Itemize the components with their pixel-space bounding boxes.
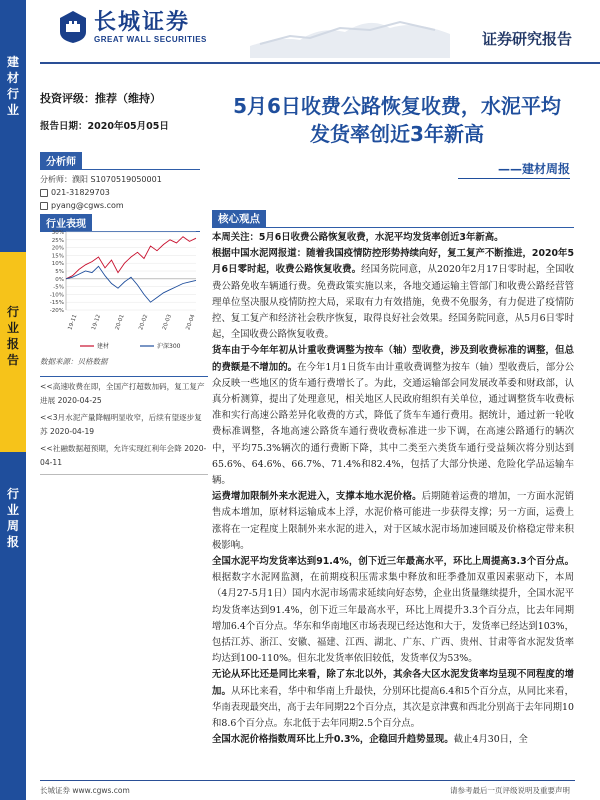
footer-disclaimer: 请参考最后一页评级说明及重要声明 [450, 786, 570, 795]
report-subtitle: ——建材周报 [497, 162, 570, 176]
core-view-label: 核心观点 [212, 210, 266, 227]
report-date: 报告日期：2020年05月05日 [40, 121, 169, 132]
y-tick-label: 10% [51, 261, 64, 268]
related-report-item[interactable]: <<3月水泥产量降幅明显收窄，后续有望逐步复苏 2020-04-19 [40, 413, 202, 436]
sidebar-band-top [0, 0, 26, 252]
header-divider [40, 62, 600, 64]
investment-rating: 投资评级：推荐（维持） [40, 92, 161, 105]
legend-label: 沪深300 [157, 343, 181, 350]
report-type-label: 证券研究报告 [481, 30, 572, 48]
analyst-phone: 021-31829703 [51, 188, 110, 197]
logo-english-name: GREAT WALL SECURITIES [94, 34, 207, 44]
sidebar-industry-label: 建材行业 [6, 55, 19, 117]
report-title-line-2: 发货率创近3年新高 [310, 122, 484, 146]
paragraph-text: 截止4月30日，全 [453, 734, 528, 746]
company-logo [58, 10, 207, 44]
paragraph-lead: 根据中国水泥网报道：随着我国疫情防控形势持续向好，复工复产不断推进，2020年5月6日零时起，收费公路恢复收费。 [212, 248, 574, 276]
phone-icon [40, 189, 48, 197]
paragraph-text: 根据数字水泥网监测，在前期疫积压需求集中释放和旺季叠加双重因素驱动下，本周（4月27-5月1日）国内水泥市场需求延续向好态势，企业出货量继续提升，全国水泥平均发货率达到91.4%，创下近三年最高水平，环比上周提升3.3个百分点，比去年同期增加6.4个百分点。华东和华南地区市场表现已经达饱和大于，发货率已经达到103%，包括江苏、浙江、安徽、福建、江西、湖北、广东、广西、贵州、甘肃等省水泥发货率均达到100-110%。但东北发货率依旧较低，发货率仅为53%。 [212, 572, 574, 665]
x-tick-label: 19-11 [67, 313, 79, 331]
y-tick-label: 30% [51, 230, 64, 236]
x-tick-label: 20-04 [185, 313, 197, 331]
performance-line-chart [40, 228, 200, 356]
series-line-building-materials [66, 237, 196, 279]
series-line-csi300 [66, 266, 196, 302]
analyst-block [40, 150, 200, 212]
paragraph [212, 554, 574, 667]
industry-performance-chart [40, 212, 200, 360]
paragraph [212, 667, 574, 732]
legend-label: 建材 [97, 343, 110, 350]
x-tick-label: 19-12 [90, 313, 103, 331]
related-divider-bottom [40, 474, 208, 475]
paragraph-text: 经国务院同意，从2020年2月17日零时起，全国收费公路免收车辆通行费。免费政策实施以来，各地交通运输主管部门和收费公路经营管理单位坚决服从疫情防控大局，采取有力有效措施，免费不免服务，有力促进了疫情防控、复工复产和经济社会秩序恢复，取得良好社会效果。经国务院同意，从5月6日零时起，全国收费公路恢复收费。 [212, 264, 574, 341]
footer-website[interactable]: 长城证券 www.cgws.com [40, 786, 130, 795]
paragraph [212, 343, 574, 489]
report-title-line-1: 5月6日收费公路恢复收费，水泥平均 [233, 94, 561, 118]
x-tick-label: 20-01 [114, 313, 126, 331]
paragraph [212, 230, 574, 246]
x-tick-label: 20-03 [161, 313, 173, 331]
paragraph-lead: 全国水泥价格指数周环比上升0.3%，企稳回升趋势显现。 [212, 734, 454, 746]
paragraph-text: 从环比来看，华中和华南上升最快，分别环比提高6.4和5个百分点，从同比来看，华南表现最突出，高于去年同期22个百分点，其次是京津冀和西北分别高于去年同期10和8.6个百分点。东北低于去年同期2.5个百分点。 [212, 685, 574, 730]
core-view-body [212, 230, 574, 749]
subtitle-underline [458, 178, 570, 179]
email-icon [40, 202, 48, 210]
analyst-email: pyang@cgws.com [51, 201, 124, 210]
paragraph-text: 后期随着运费的增加，一方面水泥销售成本增加，原材料运输成本上浮，水泥价格可能进一步获得支撑；另一方面，运费上涨将在一定程度上限制外来水泥的进入，对于区域水泥市场加速回暖及价格稳定带来积极影响。 [212, 491, 574, 551]
core-view-divider [212, 227, 574, 228]
y-tick-label: -20% [49, 308, 64, 314]
paragraph-lead: 全国水泥平均发货率达到91.4%，创下近三年最高水平，环比上周提高3.3个百分点。 [212, 556, 574, 568]
y-tick-label: -5% [53, 284, 64, 291]
analyst-divider [40, 169, 200, 170]
paragraph-lead: 货车由于今年年初从计重收费调整为按车（轴）型收费，涉及到收费标准的调整，但总的费额是不增加的。 [212, 345, 574, 373]
chart-source: 数据来源：贝格数据 [40, 357, 108, 366]
paragraph [212, 246, 574, 343]
y-tick-label: 20% [51, 245, 64, 252]
report-title [212, 92, 582, 148]
y-tick-label: 0% [55, 276, 64, 283]
related-reports [40, 376, 208, 475]
paragraph-lead: 运费增加限制外来水泥进入，支撑本地水泥价格。 [212, 491, 422, 503]
y-tick-label: 5% [55, 269, 64, 275]
y-tick-label: -10% [49, 292, 64, 299]
footer-divider [40, 780, 575, 781]
logo-chinese-name: 长城证券 [94, 9, 191, 35]
sidebar-report-label: 行业报告 [6, 305, 19, 367]
paragraph-lead: 无论从环比还是同比来看，除了东北以外，其余各大区水泥发货率均呈现不同程度的增加。 [212, 669, 574, 697]
paragraph [212, 732, 574, 748]
paragraph [212, 489, 574, 554]
paragraph-text: 在今年1月1日货车由计重收费调整为按车（轴）型收费后，部分公众反映一些地区的货车通行费增长了。为此，交通运输部会同发展改革委和财政部，认真分析测算，提出了处理意见，相关地区人民政府组织有关单位，通过调整货车收费标准和实行高速公路差异化收费的方式，降低了货车车通行费用。据统计，通过新一轮收费标准调整，各地高速公路货车通行费收费标准进一步下调，在高速公路通行的辆次中，平均75.3%辆次的通行费断下降，其中二类至六类货车通行受益频次将分别达到65.6%、64.6%、66.7%、71.4%和82.4%，包括了大部分快递、危险化学品运输车辆。 [212, 361, 574, 487]
sidebar-weekly-label: 行业周报 [6, 487, 19, 549]
y-tick-label: 15% [51, 253, 64, 260]
analyst-email-row [40, 199, 200, 212]
related-divider-top [40, 376, 208, 377]
y-tick-label: -15% [49, 300, 64, 307]
great-wall-logo-icon [58, 10, 88, 44]
y-tick-label: 25% [51, 237, 64, 244]
analyst-phone-row [40, 186, 200, 199]
core-view-section [212, 207, 574, 749]
analyst-name: 分析师：濮阳 S1070519050001 [40, 175, 162, 184]
paragraph-lead: 本周关注：5月6日收费公路恢复收费，水泥平均发货率创近3年新高。 [212, 232, 504, 243]
analyst-section-label: 分析师 [40, 152, 82, 169]
x-tick-label: 20-02 [138, 313, 150, 331]
report-meta [40, 90, 200, 132]
great-wall-watermark-icon [250, 6, 450, 58]
related-report-item[interactable]: <<高速收费在即，全国产打超数加码，复工复产进展 2020-04-25 [40, 382, 205, 405]
page-header [0, 0, 600, 66]
related-report-item[interactable]: <<社融数据超预期，允许实现红利年会降 2020-04-11 [40, 444, 207, 467]
chart-section-label: 行业表现 [40, 214, 92, 231]
